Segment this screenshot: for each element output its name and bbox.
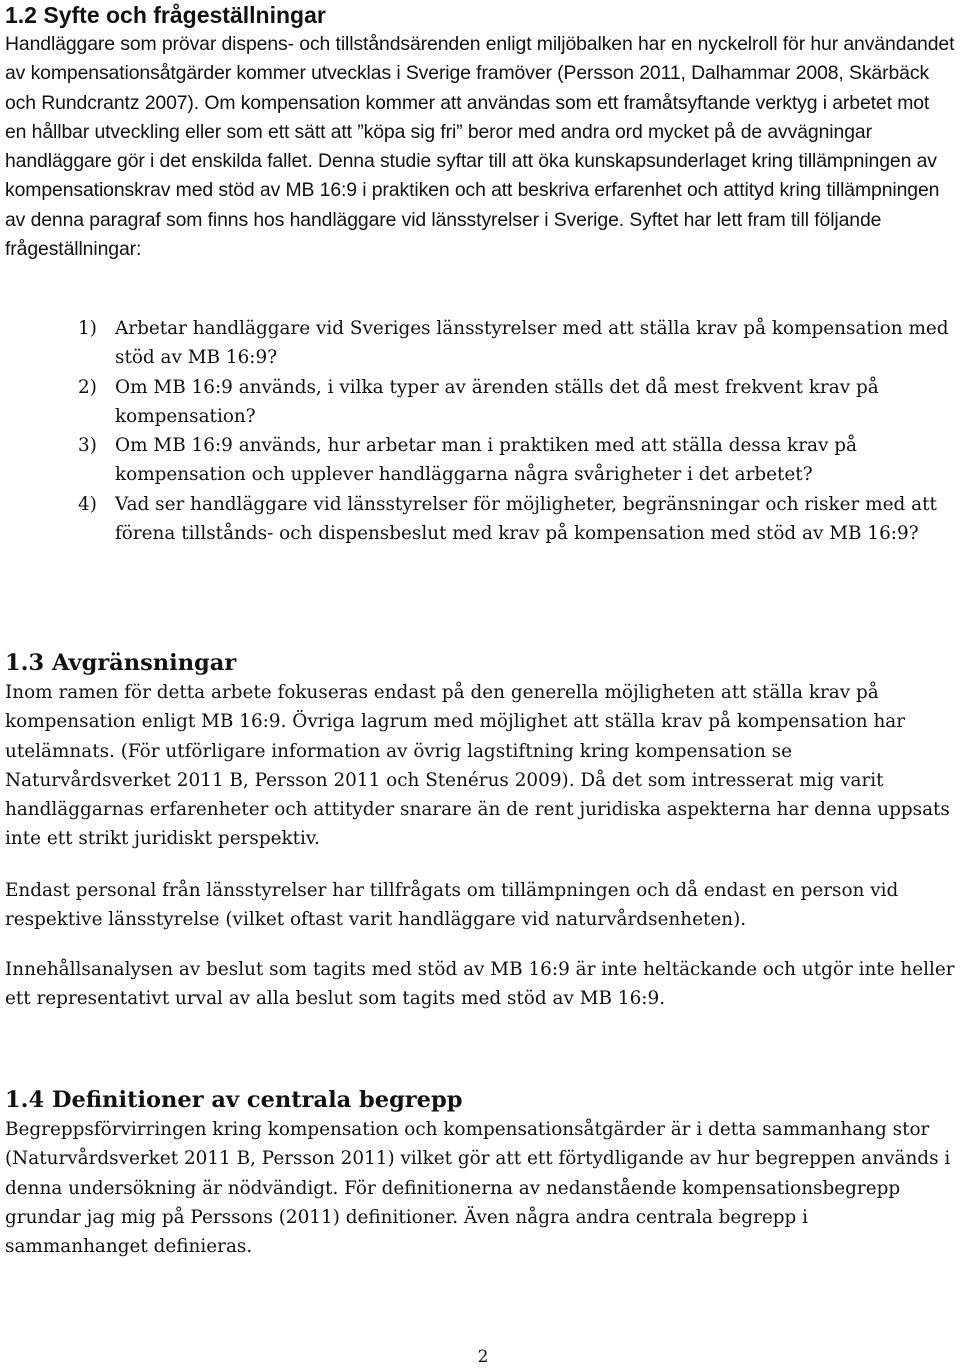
- question-number: 2): [78, 376, 97, 398]
- paragraph-avgransningar-3: Innehållsanalysen av beslut som tagits med stöd av MB 16:9 är inte heltäckande och utgör inte heller ett representativt urval av alla beslut som tagits med stöd av MB 16:9.: [5, 959, 955, 1010]
- section-avgransningar-p2: [5, 876, 955, 935]
- heading-avgransningar: 1.3 Avgränsningar: [5, 650, 237, 676]
- question-item: [5, 373, 955, 432]
- heading-definitioner: 1.4 Definitioner av centrala begrepp: [5, 1087, 463, 1113]
- question-list: [5, 314, 955, 548]
- question-text: Vad ser handläggare vid länsstyrelser för möjligheter, begränsningar och risker med att förena tillstånds- och dispensbeslut med krav på kompensation med stöd av MB 16:9?: [115, 493, 937, 545]
- question-item: [5, 490, 955, 549]
- section-avgransningar-p3: [5, 955, 955, 1014]
- section-avgransningar: [5, 648, 955, 854]
- paragraph-syfte: [5, 30, 955, 264]
- heading-syfte: 1.2 Syfte och frågeställningar: [5, 2, 326, 28]
- question-text: Om MB 16:9 används, i vilka typer av ärenden ställs det då mest frekvent krav på kompensation?: [115, 376, 879, 427]
- section-syfte: [5, 0, 955, 264]
- question-number: 4): [78, 493, 97, 515]
- question-item: [5, 314, 955, 373]
- section-definitioner: [5, 1085, 955, 1261]
- paragraph-avgransningar-2: Endast personal från länsstyrelser har tillfrågats om tillämpningen och då endast en person vid respektive länsstyrelse (vilket oftast varit handläggare vid naturvårdsenheten).: [5, 880, 899, 931]
- question-text: Om MB 16:9 används, hur arbetar man i praktiken med att ställa dessa krav på kompensation och upplever handläggarna några svårigheter i det arbetet?: [115, 435, 857, 486]
- paragraph-syfte-text: Handläggare som prövar dispens- och tillståndsärenden enligt miljöbalken har en nyckelroll för hur användandet av kompensationsåtgärder kommer utvecklas i Sverige framöver (Persson 2011, Dalhammar 2008, Skärbäck och Rundcrantz 2007). Om kompensation kommer att användas som ett framåtsyftande verktyg i arbetet mot en hållbar utveckling eller som ett sätt att ”köpa sig fri” beror med andra ord mycket på de avvägningar handläggare gör i det enskilda fallet. Denna studie syftar till att öka kunskapsunderlaget kring tillämpningen av kompensationskrav med stöd av MB 16:9 i praktiken och att beskriva erfarenhet och attityd kring tillämpningen av denna paragraf som finns hos handläggare vid länsstyrelser i Sverige. Syftet har lett fram till följande frågeställningar:: [5, 33, 955, 261]
- question-number: 3): [78, 435, 97, 457]
- question-text: Arbetar handläggare vid Sveriges länsstyrelser med att ställa krav på kompensation med stöd av MB 16:9?: [115, 318, 949, 369]
- paragraph-avgransningar-1: Inom ramen för detta arbete fokuseras endast på den generella möjligheten att ställa krav på kompensation enligt MB 16:9. Övriga lagrum med möjlighet att ställa krav på kompensation har utelämnats. (För utförligare information av övrig lagstiftning kring kompensation se Naturvårdsverket 2011 B, Persson 2011 och Stenérus 2009). Då det som intresserat mig varit handläggarnas erfarenheter och attityder snarare än de rent juridiska aspekterna har denna uppsats inte ett strikt juridiskt perspektiv.: [5, 682, 950, 850]
- paragraph-definitioner: Begreppsförvirringen kring kompensation och kompensationsåtgärder är i detta sammanhang stor (Naturvårdsverket 2011 B, Persson 2011) vilket gör att ett förtydligande av hur begreppen används i denna undersökning är nödvändigt. För definitionerna av nedanstående kompensationsbegrepp grundar jag mig på Perssons (2011) definitioner. Även några andra centrala begrepp i sammanhanget definieras.: [5, 1119, 951, 1258]
- page-number: 2: [477, 1347, 489, 1367]
- question-number: 1): [78, 318, 97, 339]
- question-item: [5, 431, 955, 490]
